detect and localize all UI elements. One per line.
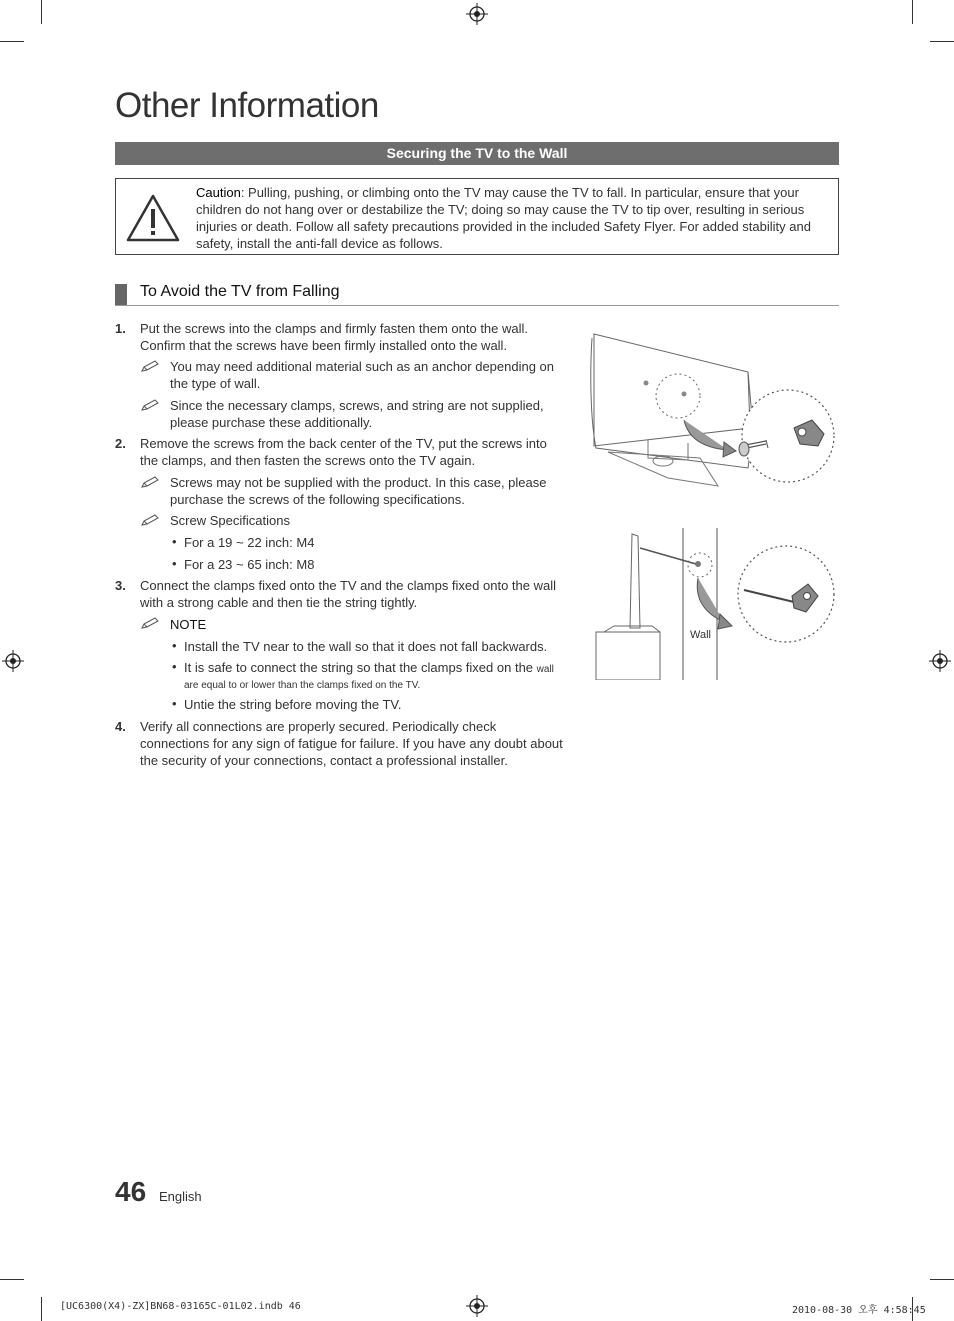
page-title: Other Information	[115, 86, 379, 125]
crop-mark	[930, 1279, 954, 1280]
caution-text	[196, 184, 811, 252]
step-text: Put the screws into the clamps and firmly fasten them onto the wall. Confirm that the screws have been firmly installed onto the wall.	[140, 321, 529, 353]
note-pencil-icon	[140, 398, 160, 412]
tv-wall-side-illustration	[594, 528, 840, 680]
registration-mark-icon	[2, 650, 24, 672]
step-note: You may need additional material such as an anchor depending on the type of wall.	[170, 359, 555, 391]
caution-label: Caution	[196, 185, 241, 200]
warning-triangle-icon	[125, 193, 181, 243]
step-number: 1.	[115, 321, 126, 336]
subsection-title: To Avoid the TV from Falling	[140, 283, 340, 300]
section-header: Securing the TV to the Wall	[115, 142, 839, 165]
bullet-text: Install the TV near to the wall so that it does not fall backwards.	[184, 639, 548, 654]
print-slug-right: 2010-08-30 오후 4:58:45	[792, 1305, 926, 1316]
step-note: Since the necessary clamps, screws, and string are not supplied, please purchase these additionally.	[170, 398, 544, 430]
step-text: Connect the clamps fixed onto the TV and the clamps fixed onto the wall with a strong cable and then tie the string tightly.	[140, 578, 556, 610]
crop-mark	[41, 0, 42, 24]
bullet-text-main: It is safe to connect the string so that the clamps fixed on the	[184, 660, 534, 675]
step-text: Remove the screws from the back center of the TV, put the screws into the clamps, and then fasten the screws onto the TV again.	[140, 436, 547, 468]
subsection-marker	[115, 284, 127, 305]
note-pencil-icon	[140, 359, 160, 373]
wall-label: Wall	[690, 629, 711, 641]
subsection-header	[115, 283, 839, 306]
bullet-text	[184, 659, 569, 697]
step-number: 4.	[115, 719, 126, 734]
step-note: Screws may not be supplied with the product. In this case, please purchase the screws of the following specifications.	[170, 475, 547, 507]
step-number: 3.	[115, 578, 126, 593]
bullet-text: For a 19 ~ 22 inch: M4	[184, 535, 315, 550]
note-pencil-icon	[140, 616, 160, 630]
bullet-dot: •	[172, 638, 177, 653]
caution-body: : Pulling, pushing, or climbing onto the TV may cause the TV to fall. In particular, ensure that your children do not hang over or destabilize the TV; doing so may cause the TV to tip over, resulting in serious injuries or death. Follow all safety precautions provided in the included Safety Flyer. For added stability and safety, install the anti-fall device as follows.	[196, 185, 811, 251]
crop-mark	[930, 41, 954, 42]
page-number: 46	[115, 1176, 147, 1207]
note-pencil-icon	[140, 475, 160, 489]
step-text: Verify all connections are properly secured. Periodically check connections for any sign of fatigue for failure. If you have any doubt about the security of your connections, contact a professional installer.	[140, 719, 563, 768]
print-slug-left: [UC6300(X4)-ZX]BN68-03165C-01L02.indb 46	[60, 1301, 301, 1312]
caution-box	[115, 178, 839, 255]
bullet-text-small: wall	[536, 664, 554, 675]
bullet-dot: •	[172, 534, 177, 549]
bullet-text: Untie the string before moving the TV.	[184, 697, 402, 712]
crop-mark	[41, 1297, 42, 1321]
registration-mark-icon	[929, 650, 951, 672]
crop-mark	[0, 41, 24, 42]
registration-mark-icon	[466, 3, 488, 25]
bullet-dot: •	[172, 659, 177, 674]
bullet-text: For a 23 ~ 65 inch: M8	[184, 557, 315, 572]
step-note: NOTE	[170, 617, 207, 632]
tv-back-clamp-illustration	[588, 328, 840, 494]
note-pencil-icon	[140, 513, 160, 527]
footer-language: English	[159, 1189, 202, 1204]
bullet-dot: •	[172, 556, 177, 571]
crop-mark	[0, 1279, 24, 1280]
step-note: Screw Specifications	[170, 513, 290, 528]
crop-mark	[912, 0, 913, 24]
bullet-dot: •	[172, 696, 177, 711]
registration-mark-icon	[466, 1295, 488, 1317]
step-number: 2.	[115, 436, 126, 451]
bullet-text-small: are equal to or lower than the clamps fixed on the TV.	[184, 680, 421, 691]
